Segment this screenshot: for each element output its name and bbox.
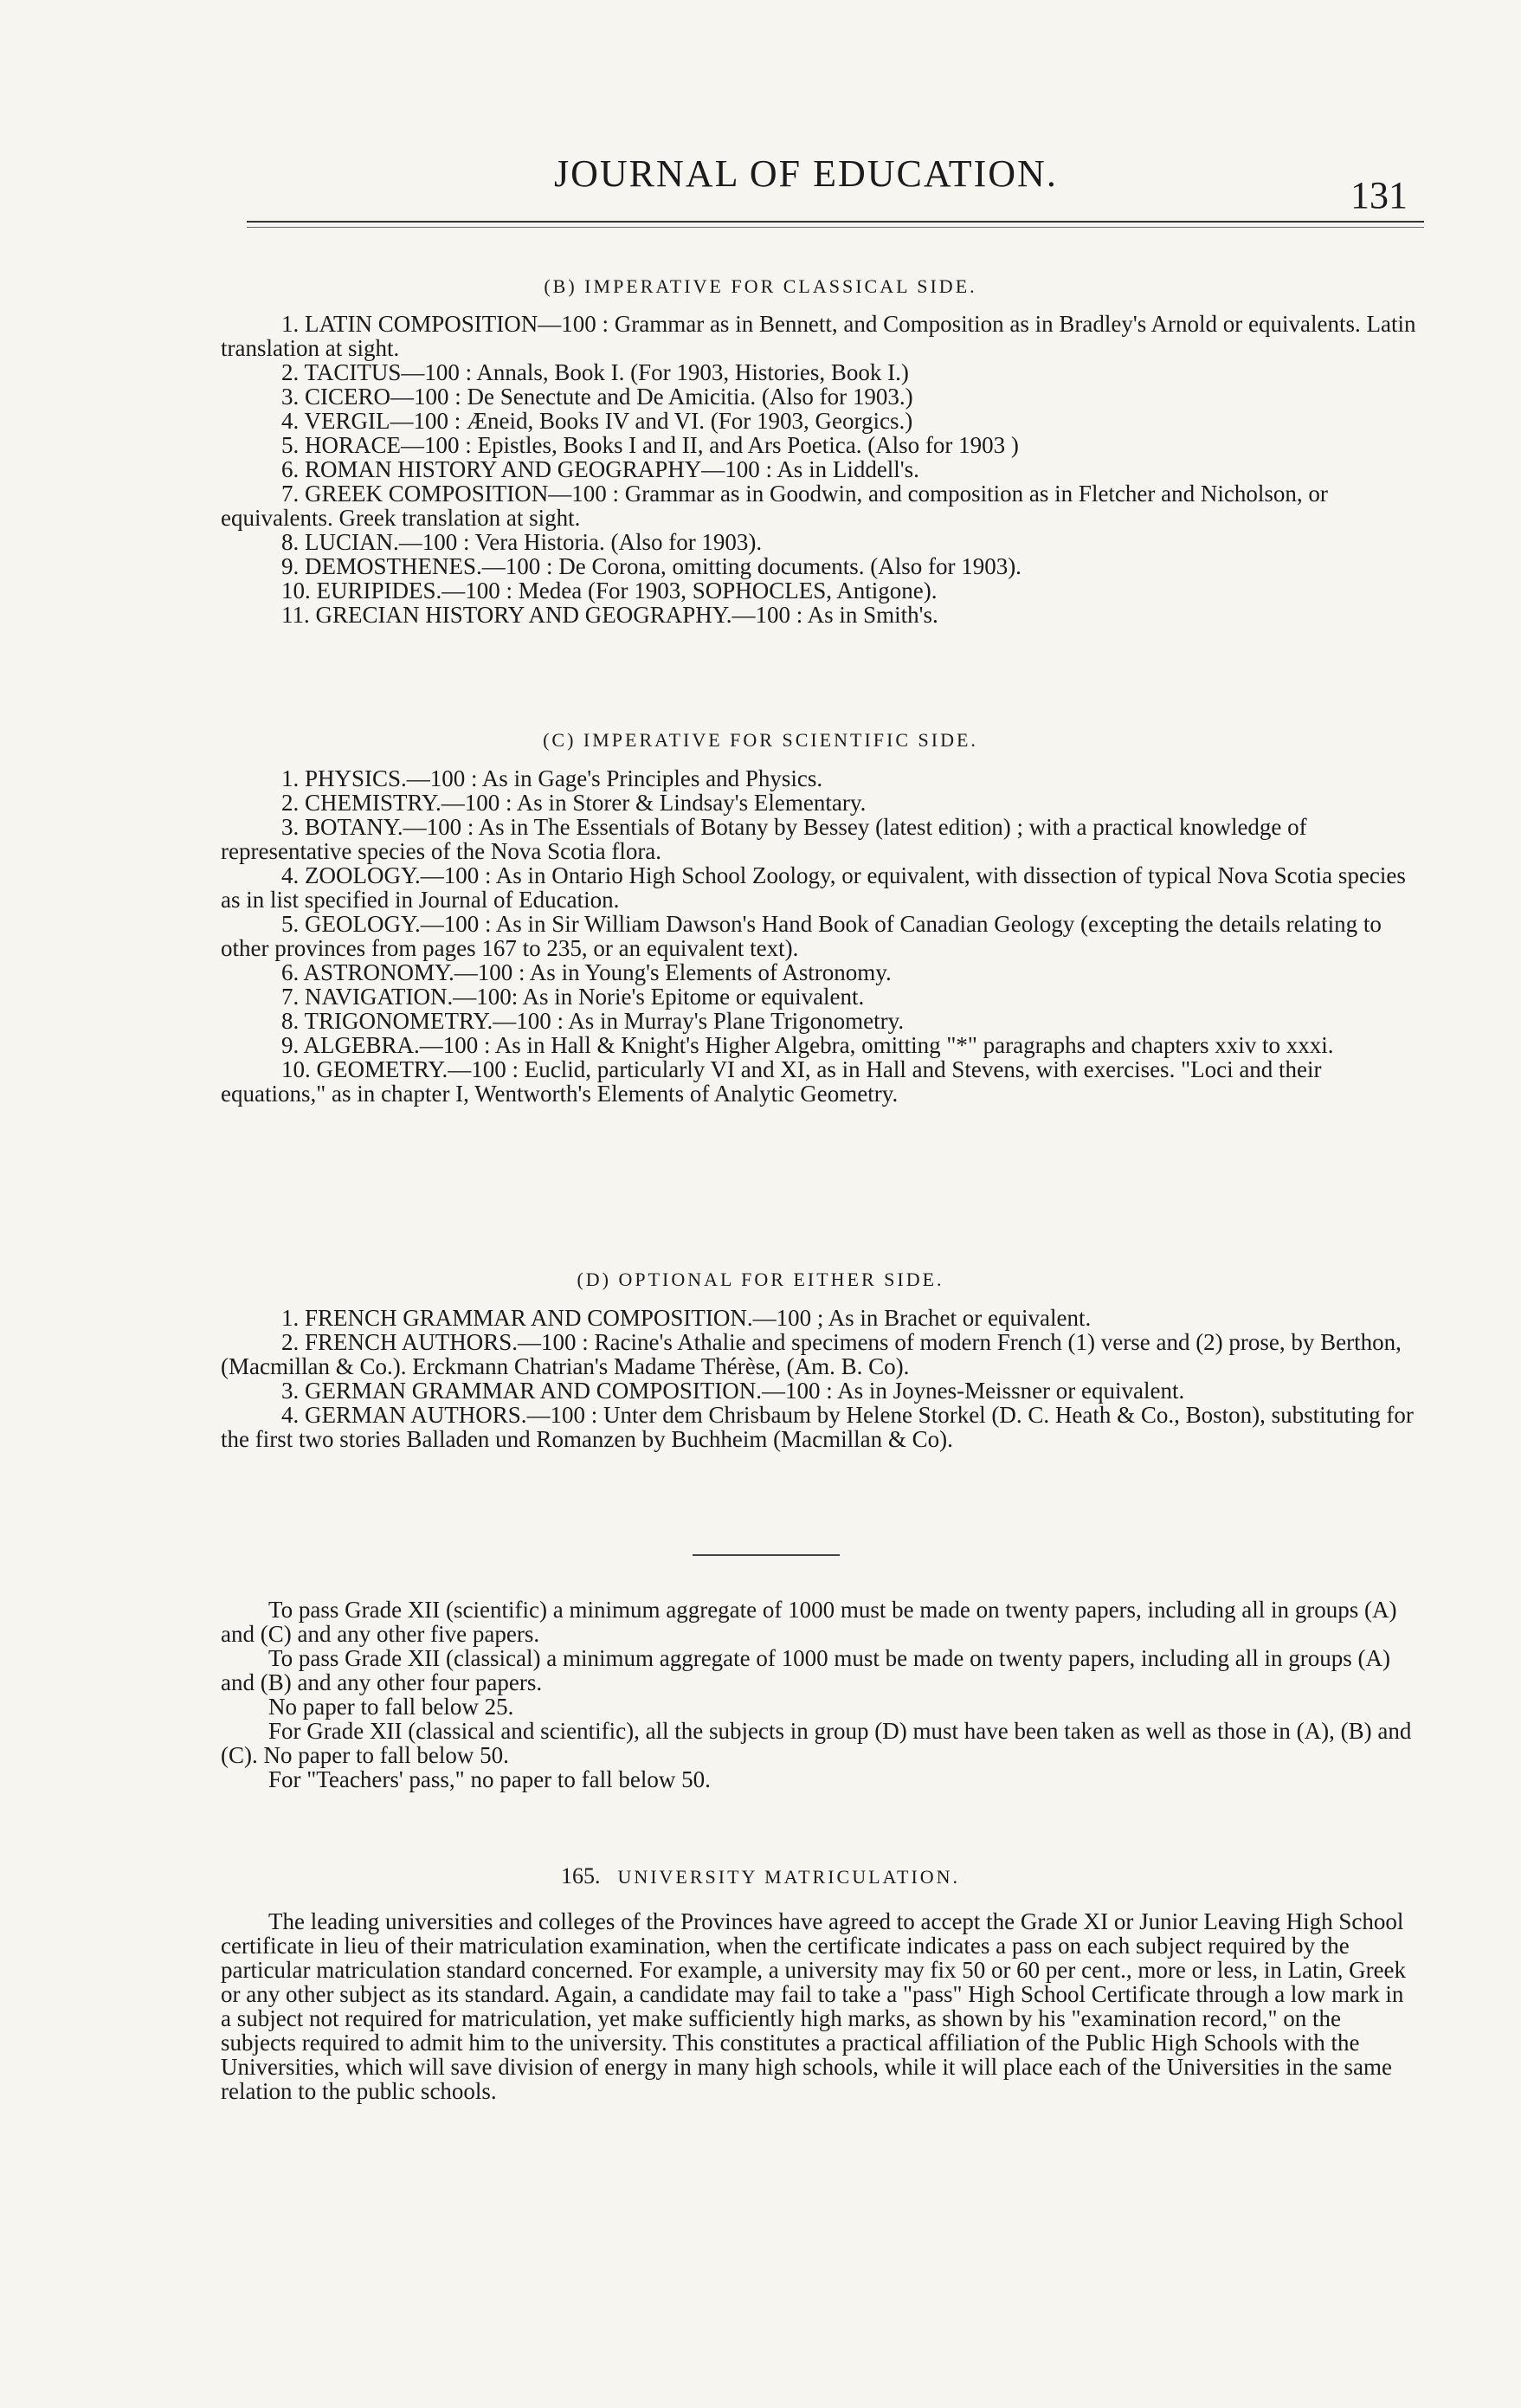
list-item: 3. BOTANY.—100 : As in The Essentials of Botany by Bessey (latest edition) ; with a practical knowledge of representative species of the Nova Scotia flora. xyxy=(221,814,1307,864)
list-item: 1. PHYSICS.—100 : As in Gage's Principles and Physics. xyxy=(281,765,823,791)
list-item: 11. GRECIAN HISTORY AND GEOGRAPHY.—100 : As in Smith's. xyxy=(281,602,938,628)
section-number: 165. xyxy=(560,1863,601,1888)
section-165-heading xyxy=(0,1863,1521,1889)
rule-paragraph: To pass Grade XII (scientific) a minimum aggregate of 1000 must be made on twenty papers, including all in groups (A) and (C) and any other five papers. xyxy=(221,1597,1397,1647)
passing-rules xyxy=(221,1598,1420,1791)
list-item: 9. DEMOSTHENES.—100 : De Corona, omitting documents. (Also for 1903). xyxy=(281,553,1022,579)
list-item: 3. GERMAN GRAMMAR AND COMPOSITION.—100 : As in Joynes-Meissner or equivalent. xyxy=(281,1378,1185,1404)
list-item: 10. EURIPIDES.—100 : Medea (For 1903, SOPHOCLES, Antigone). xyxy=(281,578,938,604)
list-item: 9. ALGEBRA.—100 : As in Hall & Knight's Higher Algebra, omitting "*" paragraphs and chapters xxiv to xxxi. xyxy=(281,1032,1334,1058)
list-item: 7. GREEK COMPOSITION—100 : Grammar as in Goodwin, and composition as in Fletcher and Nicholson, or equivalents. Greek translation at sight. xyxy=(221,481,1328,531)
list-item: 3. CICERO—100 : De Senectute and De Amicitia. (Also for 1903.) xyxy=(281,384,913,410)
list-item: 2. TACITUS—100 : Annals, Book I. (For 1903, Histories, Book I.) xyxy=(281,359,909,385)
rule-paragraph: For "Teachers' pass," no paper to fall below 50. xyxy=(268,1766,711,1792)
list-item: 2. FRENCH AUTHORS.—100 : Racine's Athalie and specimens of modern French (1) verse and (2) prose, by Berthon, (Macmillan & Co.). Erckmann Chatrian's Madame Thérèse, (Am. B. Co). xyxy=(221,1329,1402,1379)
section-d-list xyxy=(221,1306,1420,1451)
section-b-list xyxy=(221,312,1420,627)
section-b-heading: (B) IMPERATIVE FOR CLASSICAL SIDE. xyxy=(544,275,977,297)
list-item: 4. GERMAN AUTHORS.—100 : Unter dem Chrisbaum by Helene Storkel (D. C. Heath & Co., Boston), substituting for the first two stories Balladen und Romanzen by Buchheim (Macmillan & Co). xyxy=(221,1402,1414,1452)
header-rule xyxy=(247,221,1424,223)
header-rule-thin xyxy=(247,227,1424,228)
list-item: 8. TRIGONOMETRY.—100 : As in Murray's Plane Trigonometry. xyxy=(281,1008,905,1034)
running-header-title: JOURNAL OF EDUCATION. xyxy=(554,152,1058,195)
list-item: 8. LUCIAN.—100 : Vera Historia. (Also for 1903). xyxy=(281,529,763,555)
list-item: 7. NAVIGATION.—100: As in Norie's Epitome or equivalent. xyxy=(281,984,865,1010)
section-165-body xyxy=(221,1909,1420,2103)
section-title: UNIVERSITY MATRICULATION. xyxy=(617,1866,961,1888)
section-d-heading: (D) OPTIONAL FOR EITHER SIDE. xyxy=(577,1269,944,1290)
list-item: 4. VERGIL—100 : Æneid, Books IV and VI. (For 1903, Georgics.) xyxy=(281,408,913,434)
page-number: 131 xyxy=(1350,174,1408,216)
list-item: 2. CHEMISTRY.—100 : As in Storer & Lindsay's Elementary. xyxy=(281,790,867,816)
list-item: 5. GEOLOGY.—100 : As in Sir William Dawson's Hand Book of Canadian Geology (excepting the details relating to other provinces from pages 167 to 235, or an equivalent text). xyxy=(221,911,1382,961)
list-item: 4. ZOOLOGY.—100 : As in Ontario High School Zoology, or equivalent, with dissection of typical Nova Scotia species as in list specified in Journal of Education. xyxy=(221,862,1406,913)
list-item: 6. ASTRONOMY.—100 : As in Young's Elements of Astronomy. xyxy=(281,959,892,985)
body-paragraph: The leading universities and colleges of the Provinces have agreed to accept the Grade XI or Junior Leaving High School certificate in lieu of their matriculation examination, when the certificate indicates a pass on each subject required by the particular matriculation standard concerned. For example, a university may fix 50 or 60 per cent., more or less, in Latin, Greek or any other subject as its standard. Again, a candidate may fail to take a "pass" High School Certificate through a low mark in a subject not required for matriculation, yet make sufficiently high marks, as shown by his "examination record," on the subjects required to admit him to the university. This constitutes a practical affiliation of the Public High Schools with the Universities, which will save division of energy in many high schools, while it will place each of the Universities in the same relation to the public schools. xyxy=(221,1908,1407,2104)
section-divider xyxy=(693,1554,840,1556)
rule-paragraph: To pass Grade XII (classical) a minimum aggregate of 1000 must be made on twenty papers, including all in groups (A) and (B) and any other four papers. xyxy=(221,1645,1391,1695)
list-item: 5. HORACE—100 : Epistles, Books I and II, and Ars Poetica. (Also for 1903 ) xyxy=(281,432,1019,458)
list-item: 1. LATIN COMPOSITION—100 : Grammar as in Bennett, and Composition as in Bradley's Arnold or equivalents. Latin translation at sight. xyxy=(221,311,1416,361)
section-c-heading: (C) IMPERATIVE FOR SCIENTIFIC SIDE. xyxy=(543,729,978,751)
list-item: 10. GEOMETRY.—100 : Euclid, particularly VI and XI, as in Hall and Stevens, with exercises. "Loci and their equations," as in chapter I, Wentworth's Elements of Analytic Geometry. xyxy=(221,1056,1322,1107)
rule-paragraph: For Grade XII (classical and scientific), all the subjects in group (D) must have been taken as well as those in (A), (B) and (C). No paper to fall below 50. xyxy=(221,1718,1412,1768)
list-item: 6. ROMAN HISTORY AND GEOGRAPHY—100 : As in Liddell's. xyxy=(281,456,919,482)
section-c-list xyxy=(221,766,1420,1106)
rule-paragraph: No paper to fall below 25. xyxy=(268,1694,514,1720)
list-item: 1. FRENCH GRAMMAR AND COMPOSITION.—100 ; As in Brachet or equivalent. xyxy=(281,1305,1092,1331)
